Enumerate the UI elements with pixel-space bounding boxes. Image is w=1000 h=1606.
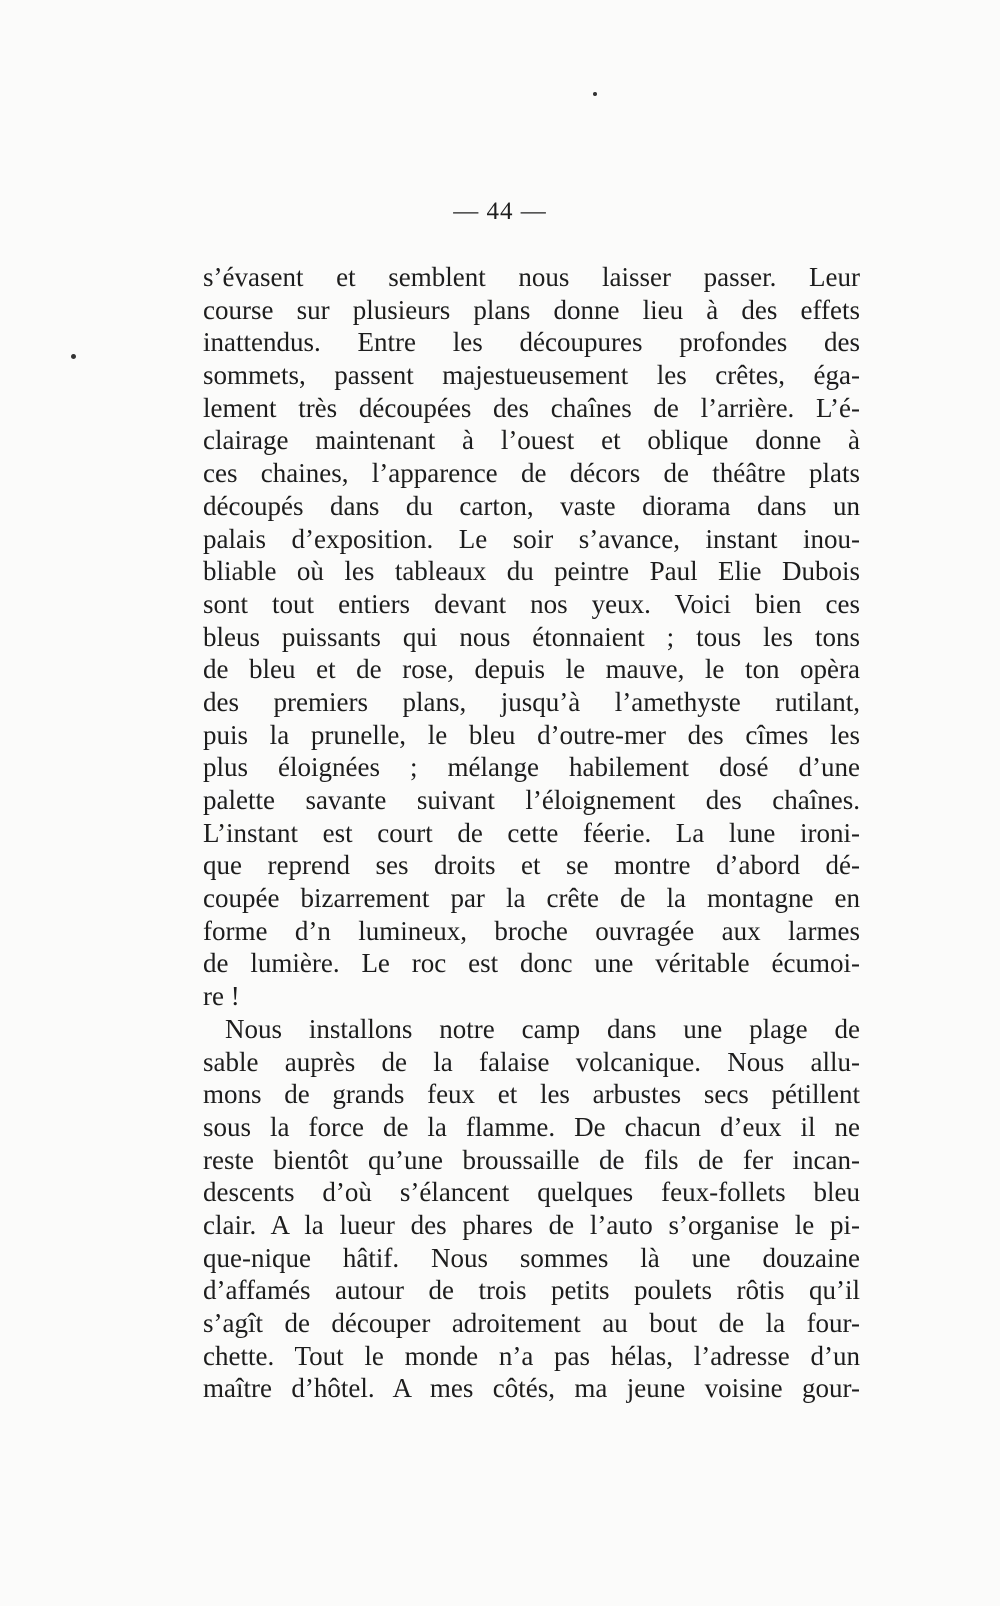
text-line: clairage maintenant à l’ouest et oblique donne à xyxy=(203,425,860,456)
text-line: plus éloignées ; mélange habilement dosé d’une xyxy=(203,752,860,783)
text-line: L’instant est court de cette féerie. La lune ironi- xyxy=(203,817,860,848)
text-line: bliable où les tableaux du peintre Paul Elie Dubois xyxy=(203,556,860,587)
text-line: course sur plusieurs plans donne lieu à des effets xyxy=(203,294,860,325)
scan-speck xyxy=(71,354,76,359)
text-line: Nous installons notre camp dans une plage de xyxy=(225,1013,860,1044)
text-line: reste bientôt qu’une broussaille de fils de fer incan- xyxy=(203,1144,860,1175)
text-line: des premiers plans, jusqu’à l’amethyste rutilant, xyxy=(203,686,860,717)
text-line: de lumière. Le roc est donc une véritable écumoi- xyxy=(203,948,860,979)
text-line: forme d’n lumineux, broche ouvragée aux larmes xyxy=(203,915,860,946)
text-line: sommets, passent majestueusement les crêtes, éga- xyxy=(203,360,860,391)
body-text xyxy=(203,261,860,1405)
text-line: sous la force de la flamme. De chacun d’eux il ne xyxy=(203,1111,860,1142)
text-line: que reprend ses droits et se montre d’abord dé- xyxy=(203,850,860,881)
text-line: clair. A la lueur des phares de l’auto s’organise le pi- xyxy=(203,1209,860,1240)
text-line: chette. Tout le monde n’a pas hélas, l’adresse d’un xyxy=(203,1340,860,1371)
text-line: de bleu et de rose, depuis le mauve, le ton opèra xyxy=(203,654,860,685)
text-line: re ! xyxy=(203,981,240,1012)
text-line: maître d’hôtel. A mes côtés, ma jeune voisine gour- xyxy=(203,1373,860,1404)
text-line: s’évasent et semblent nous laisser passer. Leur xyxy=(203,262,860,292)
text-line: sont tout entiers devant nos yeux. Voici bien ces xyxy=(203,588,860,619)
text-line: que-nique hâtif. Nous sommes là une douzaine xyxy=(203,1242,860,1273)
text-line: palais d’exposition. Le soir s’avance, instant inou- xyxy=(203,523,860,554)
text-line: palette savante suivant l’éloignement des chaînes. xyxy=(203,785,860,815)
text-line: descents d’où s’élancent quelques feux-follets bleu xyxy=(203,1177,860,1208)
text-line: lement très découpées des chaînes de l’arrière. L’é- xyxy=(203,392,860,423)
page-number: — 44 — xyxy=(453,198,547,225)
text-line: ces chaines, l’apparence de décors de théâtre plats xyxy=(203,458,860,489)
text-line: s’agît de découper adroitement au bout de la four- xyxy=(203,1308,860,1338)
paragraph-1 xyxy=(203,261,860,1013)
text-line: coupée bizarrement par la crête de la montagne en xyxy=(203,883,860,914)
text-line: découpés dans du carton, vaste diorama dans un xyxy=(203,490,860,521)
paragraph-2 xyxy=(203,1013,860,1405)
text-line: bleus puissants qui nous étonnaient ; tous les tons xyxy=(203,621,860,652)
text-line: inattendus. Entre les découpures profondes des xyxy=(203,327,860,358)
text-line: puis la prunelle, le bleu d’outre-mer des cîmes les xyxy=(203,719,860,750)
text-line: d’affamés autour de trois petits poulets rôtis qu’il xyxy=(203,1275,860,1306)
text-line: mons de grands feux et les arbustes secs pétillent xyxy=(203,1079,860,1110)
scan-speck xyxy=(593,92,597,96)
text-line: sable auprès de la falaise volcanique. Nous allu- xyxy=(203,1046,860,1077)
